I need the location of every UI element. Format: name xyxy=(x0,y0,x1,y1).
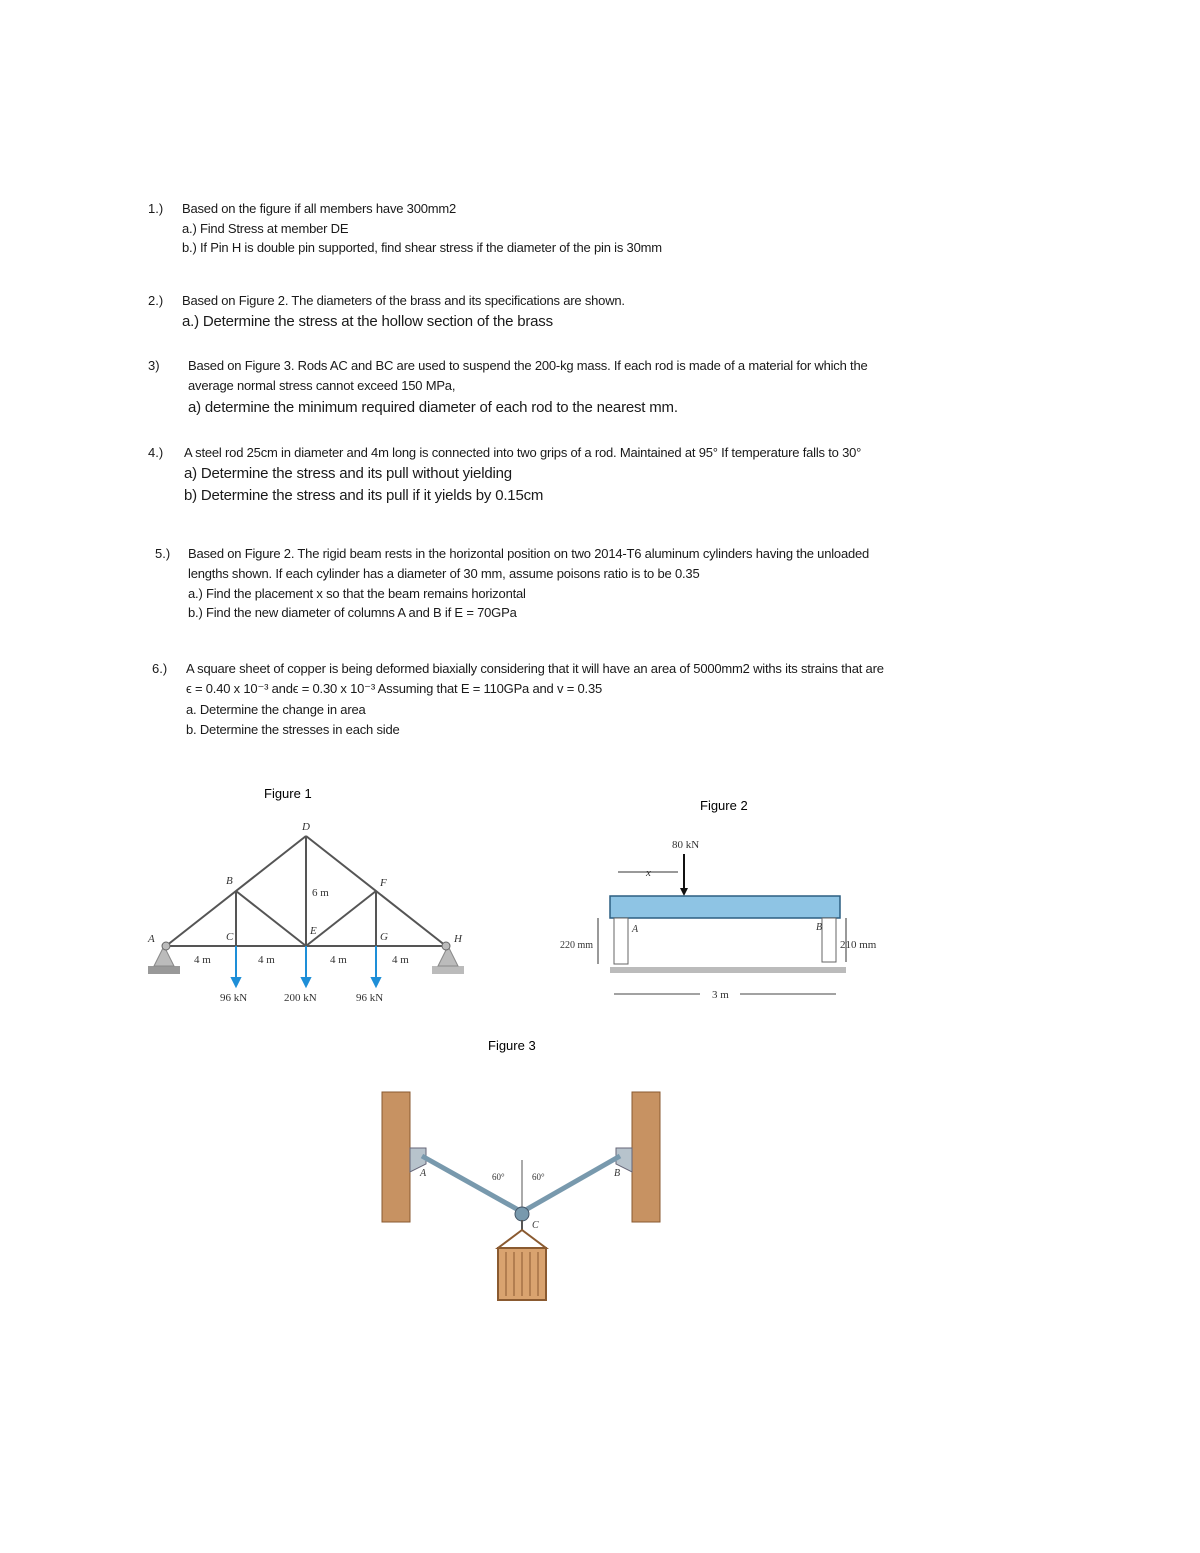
span-label-2: 4 m xyxy=(258,954,275,966)
label-a: A xyxy=(420,1168,427,1179)
hanger-sling xyxy=(498,1230,546,1248)
question-3-text-1: Based on Figure 3. Rods AC and BC are used to suspend the 200-kg mass. If each rod is made of a material for which the xyxy=(188,358,868,373)
node-c-label: C xyxy=(226,931,234,943)
cylinder-b-label: B xyxy=(816,922,823,933)
member-be xyxy=(236,891,306,946)
load-arrows xyxy=(232,946,380,986)
support-h-ground xyxy=(432,966,464,974)
figure-1 xyxy=(140,780,480,1020)
height-label: 6 m xyxy=(312,887,329,899)
question-1-text: Based on the figure if all members have 300mm2 xyxy=(182,201,457,216)
question-3-text-2: average normal stress cannot exceed 150 MPa, xyxy=(188,378,456,393)
member-fe xyxy=(306,891,376,946)
figure-1-caption: Figure 1 xyxy=(264,786,312,801)
angle-right-label: 60° xyxy=(532,1172,545,1182)
left-wall xyxy=(382,1092,410,1222)
node-f-label: F xyxy=(380,877,387,889)
question-6b: b. Determine the stresses in each side xyxy=(186,722,400,737)
question-4b: b) Determine the stress and its pull if it yields by 0.15cm xyxy=(184,487,544,504)
question-5-number: 5.) xyxy=(155,546,171,561)
question-2-text: Based on Figure 2. The diameters of the brass and its specifications are shown. xyxy=(182,293,625,308)
question-6a: a. Determine the change in area xyxy=(186,702,366,717)
question-1a: a.) Find Stress at member DE xyxy=(182,221,349,236)
node-h-label: H xyxy=(454,933,462,945)
pin-h-icon xyxy=(442,942,450,950)
label-b: B xyxy=(614,1168,621,1179)
question-3a: a) determine the minimum required diameter of each rod to the nearest mm. xyxy=(188,399,678,416)
question-6-number: 6.) xyxy=(152,661,168,676)
rod-ac xyxy=(422,1156,522,1212)
figure-2 xyxy=(550,790,900,1020)
node-a-label: A xyxy=(148,933,155,945)
load-arrow-icon xyxy=(302,978,310,986)
figure-1-truss-diagram xyxy=(140,780,480,1020)
node-d-label: D xyxy=(302,821,310,833)
truss-members xyxy=(166,836,446,946)
figure-3-caption: Figure 3 xyxy=(488,1038,536,1053)
question-6-text-2: ϵ = 0.40 x 10⁻³ andϵ = 0.30 x 10⁻³ Assuming that E = 110GPa and v = 0.35 xyxy=(186,681,603,696)
pin-a-icon xyxy=(162,942,170,950)
span-label: 3 m xyxy=(712,989,729,1001)
rigid-beam xyxy=(610,896,840,918)
x-label: x xyxy=(646,867,651,879)
left-length-label: 220 mm xyxy=(560,940,594,951)
load-arrow-icon xyxy=(372,978,380,986)
question-4-number: 4.) xyxy=(148,445,164,460)
cylinder-a xyxy=(614,918,628,964)
label-c: C xyxy=(532,1220,539,1231)
figure-2-beam-diagram xyxy=(550,790,900,1020)
load-arrow-icon xyxy=(680,888,688,896)
cylinder-a-label: A xyxy=(632,924,639,935)
question-5a: a.) Find the placement x so that the beam remains horizontal xyxy=(188,586,526,601)
load-label-2: 200 kN xyxy=(284,992,317,1004)
question-6-text-1: A square sheet of copper is being deformed biaxially considering that it will have an area of 5000mm2 withs its strains that are xyxy=(186,661,884,676)
question-1b: b.) If Pin H is double pin supported, find shear stress if the diameter of the pin is 30mm xyxy=(182,240,662,255)
support-a-ground xyxy=(148,966,180,974)
angle-left-label: 60° xyxy=(492,1172,505,1182)
question-4-text: A steel rod 25cm in diameter and 4m long is connected into two grips of a rod. Maintained at 95° If temperature falls to 30° xyxy=(184,445,862,460)
question-2a: a.) Determine the stress at the hollow section of the brass xyxy=(182,313,553,330)
question-2-number: 2.) xyxy=(148,293,164,308)
load-arrow-icon xyxy=(232,978,240,986)
figure-3 xyxy=(370,1030,690,1310)
load-label: 80 kN xyxy=(672,839,700,851)
span-label-1: 4 m xyxy=(194,954,211,966)
joint-c-icon xyxy=(515,1207,529,1221)
cylinder-b xyxy=(822,918,836,962)
right-length-label: 210 mm xyxy=(840,939,877,951)
span-label-3: 4 m xyxy=(330,954,347,966)
load-label-1: 96 kN xyxy=(220,992,248,1004)
question-5-text-1: Based on Figure 2. The rigid beam rests in the horizontal position on two 2014-T6 aluminum cylinders having the unloaded xyxy=(188,546,870,561)
span-label-4: 4 m xyxy=(392,954,409,966)
right-wall xyxy=(632,1092,660,1222)
node-b-label: B xyxy=(226,875,233,887)
node-g-label: G xyxy=(380,931,388,943)
load-label-3: 96 kN xyxy=(356,992,384,1004)
question-5-text-2: lengths shown. If each cylinder has a diameter of 30 mm, assume poisons ratio is to be 0.35 xyxy=(188,566,700,581)
figure-2-caption: Figure 2 xyxy=(700,798,748,813)
question-4a: a) Determine the stress and its pull without yielding xyxy=(184,465,512,482)
rod-bc xyxy=(522,1156,620,1212)
question-5b: b.) Find the new diameter of columns A and B if E = 70GPa xyxy=(188,605,517,620)
question-1-number: 1.) xyxy=(148,201,164,216)
node-e-label: E xyxy=(310,925,317,937)
figure-3-rod-diagram xyxy=(370,1030,690,1310)
question-3-number: 3) xyxy=(148,358,160,373)
